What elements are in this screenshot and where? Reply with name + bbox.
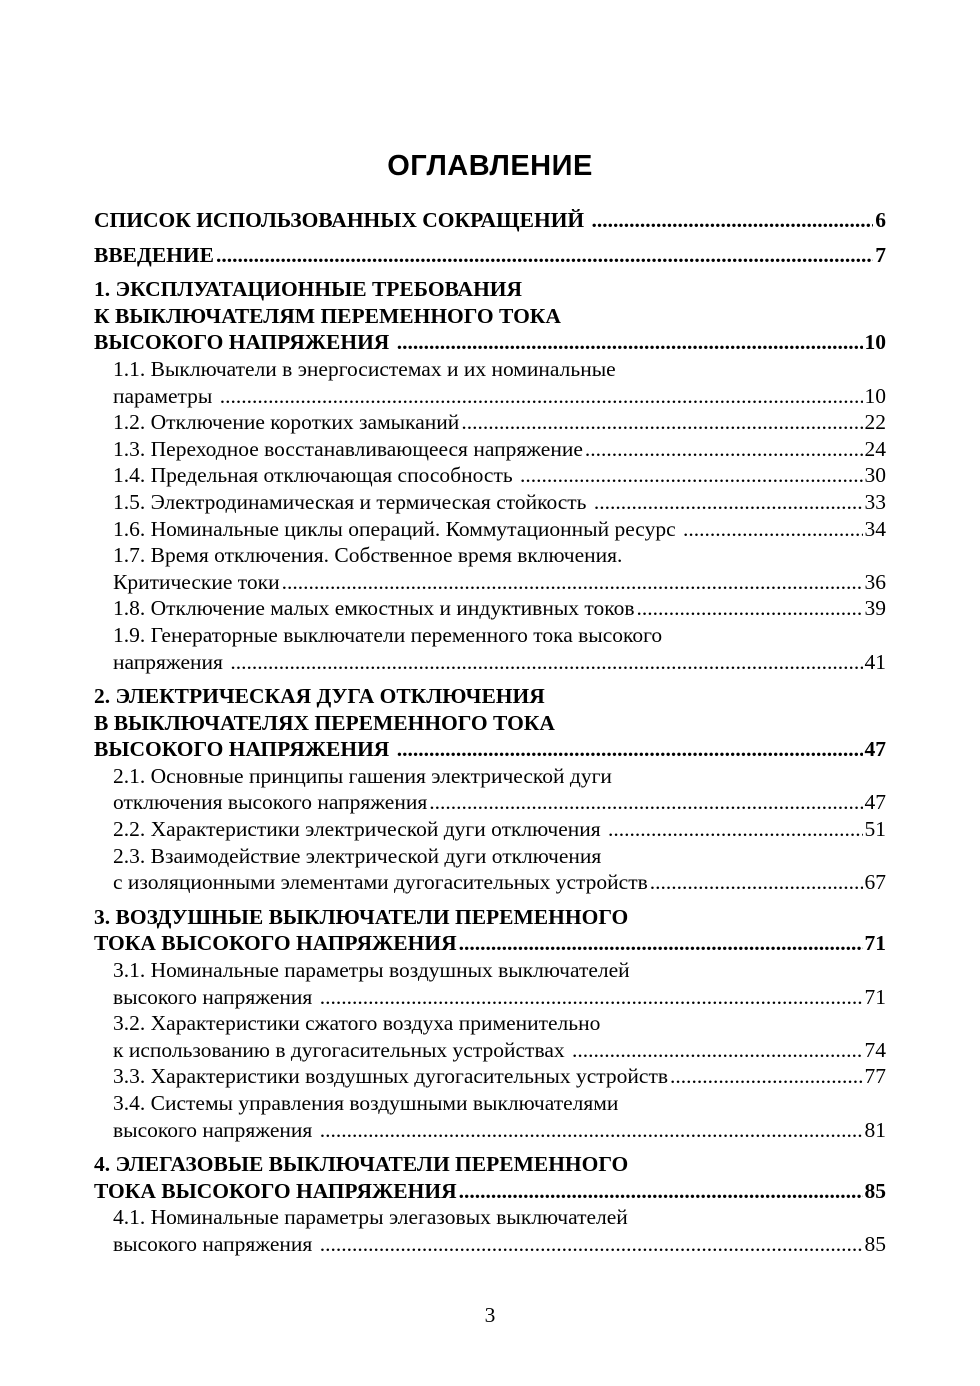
toc-page-number: 33: [864, 489, 886, 514]
toc-entry-title-line: 1.1. Выключатели в энергосистемах и их номинальные: [113, 356, 616, 381]
toc-entry-leader-line: [113, 595, 886, 622]
toc-page-number: 7: [875, 242, 886, 267]
toc-section-entry[interactable]: [94, 1010, 886, 1063]
toc-entry-title-line: 4. ЭЛЕГАЗОВЫЕ ВЫКЛЮЧАТЕЛИ ПЕРЕМЕННОГО: [94, 1152, 629, 1177]
toc-entry-leader-line: [113, 436, 886, 463]
dot-leader: [592, 207, 874, 234]
toc-entry-title-line: В ВЫКЛЮЧАТЕЛЯХ ПЕРЕМЕННОГО ТОКА: [94, 710, 555, 735]
toc-entry-leader-line: [113, 1231, 886, 1258]
dot-leader: [461, 409, 862, 436]
toc-section-entry[interactable]: [94, 409, 886, 436]
toc-entry-leader-line: [113, 984, 886, 1011]
toc-entry-title-line: 3.2. Характеристики сжатого воздуха применительно: [113, 1011, 601, 1036]
toc-entry-title-line: К ВЫКЛЮЧАТЕЛЯМ ПЕРЕМЕННОГО ТОКА: [94, 303, 561, 328]
toc-page-number: 74: [864, 1037, 886, 1062]
toc-section-entry[interactable]: [94, 763, 886, 816]
toc-chapter-entry[interactable]: [94, 1151, 886, 1204]
toc-chapter-entry[interactable]: [94, 242, 886, 269]
dot-leader: [397, 736, 863, 763]
toc-entry-title-line: 1.8. Отключение малых емкостных и индуктивных токов: [113, 596, 635, 621]
page-number: 3: [484, 1303, 496, 1327]
dot-leader: [282, 569, 863, 596]
dot-leader: [429, 789, 862, 816]
dot-leader: [670, 1063, 862, 1090]
toc-entry-title-line: ТОКА ВЫСОКОГО НАПРЯЖЕНИЯ: [94, 1178, 457, 1203]
toc-page-number: 24: [864, 436, 886, 461]
toc-entry-title-line: ВЫСОКОГО НАПРЯЖЕНИЯ: [94, 737, 395, 762]
toc-chapter-entry[interactable]: [94, 904, 886, 957]
toc-entry-title-line: 2. ЭЛЕКТРИЧЕСКАЯ ДУГА ОТКЛЮЧЕНИЯ: [94, 684, 545, 709]
dot-leader: [320, 1231, 863, 1258]
toc-entry-title-line: напряжения: [113, 649, 229, 674]
dot-leader: [230, 649, 862, 676]
dot-leader: [572, 1037, 863, 1064]
toc-entry-title-line: 1.6. Номинальные циклы операций. Коммутационный ресурс: [113, 516, 681, 541]
toc-entry-leader-line: [113, 869, 886, 896]
dot-leader: [320, 1117, 863, 1144]
toc-entry-leader-line: [94, 207, 886, 234]
toc-section-entry[interactable]: [94, 1204, 886, 1257]
toc-entry-title-line: 1.3. Переходное восстанавливающееся напряжение: [113, 436, 583, 461]
toc-page-number: 6: [875, 208, 886, 232]
dot-leader: [650, 869, 863, 896]
toc-entry-leader-line: [113, 409, 886, 436]
dot-leader: [683, 516, 863, 543]
dot-leader: [594, 489, 863, 516]
toc-page-number: 77: [864, 1064, 886, 1089]
toc-entry-title-line: высокого напряжения: [113, 984, 318, 1009]
toc-entry-title-line: 3.1. Номинальные параметры воздушных выключателей: [113, 958, 630, 983]
toc-entry-title-line: 1.7. Время отключения. Собственное время включения.: [113, 543, 623, 568]
toc-entry-leader-line: [113, 462, 886, 489]
toc-page-number: 51: [864, 817, 886, 842]
toc-entry-leader-line: [113, 383, 886, 410]
toc-section-entry[interactable]: [94, 516, 886, 543]
toc-entry-leader-line: [113, 816, 886, 843]
toc-chapter-entry[interactable]: [94, 276, 886, 356]
toc-entry-leader-line: [94, 930, 886, 957]
toc-entry-title-line: высокого напряжения: [113, 1117, 318, 1142]
toc-page-number: 71: [864, 931, 886, 956]
dot-leader: [459, 1178, 863, 1205]
toc-section-entry[interactable]: [94, 462, 886, 489]
toc-section-entry[interactable]: [94, 356, 886, 409]
toc-entry-title-line: 3.3. Характеристики воздушных дугогасительных устройств: [113, 1064, 669, 1089]
toc-entry-title-line: 3. ВОЗДУШНЫЕ ВЫКЛЮЧАТЕЛИ ПЕРЕМЕННОГО: [94, 904, 629, 929]
toc-section-entry[interactable]: [94, 1063, 886, 1090]
toc-page-number: 71: [864, 984, 886, 1009]
toc-entry-title-line: ВЫСОКОГО НАПРЯЖЕНИЯ: [94, 330, 395, 355]
toc-entry-title-line: параметры: [113, 383, 218, 408]
toc-page-number: 10: [864, 383, 886, 408]
dot-leader: [397, 329, 863, 356]
toc-page-number: 10: [864, 330, 886, 355]
toc-page-number: 85: [864, 1178, 886, 1203]
toc-page-number: 36: [864, 569, 886, 594]
toc-entry-leader-line: [113, 516, 886, 543]
dot-leader: [216, 242, 873, 269]
toc-entry-title-line: высокого напряжения: [113, 1231, 318, 1256]
toc-chapter-entry[interactable]: [94, 207, 886, 234]
toc-entry-leader-line: [113, 569, 886, 596]
toc-entry-title-line: отключения высокого напряжения: [113, 790, 428, 815]
toc-entry-title-line: СПИСОК ИСПОЛЬЗОВАННЫХ СОКРАЩЕНИЙ: [94, 208, 590, 232]
dot-leader: [585, 436, 863, 463]
toc-entry-title-line: 2.3. Взаимодействие электрической дуги отключения: [113, 843, 602, 868]
toc-page-number: 85: [864, 1231, 886, 1256]
toc-entry-title-line: 1.5. Электродинамическая и термическая стойкость: [113, 489, 592, 514]
toc-entry-title-line: к использованию в дугогасительных устройствах: [113, 1037, 570, 1062]
toc-entry-leader-line: [94, 242, 886, 269]
toc-entry-leader-line: [113, 1117, 886, 1144]
toc-page-number: 39: [864, 596, 886, 621]
toc-section-entry[interactable]: [94, 1090, 886, 1143]
toc-section-entry[interactable]: [94, 489, 886, 516]
toc-entry-leader-line: [113, 489, 886, 516]
toc-section-entry[interactable]: [94, 622, 886, 675]
toc-entry-title-line: 1.4. Предельная отключающая способность: [113, 463, 519, 488]
toc-entry-title-line: 1. ЭКСПЛУАТАЦИОННЫЕ ТРЕБОВАНИЯ: [94, 277, 523, 302]
dot-leader: [220, 383, 863, 410]
toc-entry-leader-line: [113, 789, 886, 816]
dot-leader: [608, 816, 862, 843]
toc-chapter-entry[interactable]: [94, 683, 886, 763]
toc-entry-leader-line: [94, 736, 886, 763]
toc-entry-title-line: ВВЕДЕНИЕ: [94, 242, 214, 267]
toc-page-number: 47: [864, 737, 886, 762]
toc-section-entry[interactable]: [94, 816, 886, 843]
toc-entry-title-line: 1.2. Отключение коротких замыканий: [113, 410, 460, 435]
toc-entry-title-line: 2.1. Основные принципы гашения электрической дуги: [113, 763, 612, 788]
toc-entry-title-line: 3.4. Системы управления воздушными выключателями: [113, 1091, 619, 1115]
toc-page-number: 41: [864, 649, 886, 674]
page-title: ОГЛАВЛЕНИЕ: [387, 150, 593, 182]
table-of-contents: [94, 207, 886, 1258]
dot-leader: [459, 930, 863, 957]
toc-entry-leader-line: [94, 329, 886, 356]
toc-page-number: 22: [864, 410, 886, 435]
toc-section-entry[interactable]: [94, 957, 886, 1010]
toc-section-entry[interactable]: [94, 436, 886, 463]
toc-entry-title-line: 1.9. Генераторные выключатели переменного тока высокого: [113, 622, 663, 647]
toc-entry-title-line: с изоляционными элементами дугогасительных устройств: [113, 870, 648, 895]
dot-leader: [520, 462, 862, 489]
dot-leader: [637, 595, 863, 622]
toc-page-number: 47: [864, 790, 886, 815]
dot-leader: [320, 984, 863, 1011]
toc-section-entry[interactable]: [94, 542, 886, 595]
toc-section-entry[interactable]: [94, 595, 886, 622]
toc-page-number: 67: [864, 870, 886, 895]
toc-entry-title-line: Критические токи: [113, 569, 280, 594]
toc-entry-leader-line: [113, 1063, 886, 1090]
toc-entry-title-line: ТОКА ВЫСОКОГО НАПРЯЖЕНИЯ: [94, 931, 457, 956]
toc-entry-leader-line: [113, 649, 886, 676]
toc-entry-title-line: 2.2. Характеристики электрической дуги отключения: [113, 817, 607, 842]
toc-page-number: 81: [864, 1117, 886, 1142]
toc-page-number: 34: [864, 516, 886, 541]
toc-entry-title-line: 4.1. Номинальные параметры элегазовых выключателей: [113, 1205, 628, 1230]
toc-section-entry[interactable]: [94, 843, 886, 896]
toc-entry-leader-line: [113, 1037, 886, 1064]
toc-entry-leader-line: [94, 1178, 886, 1205]
toc-page-number: 30: [864, 463, 886, 488]
